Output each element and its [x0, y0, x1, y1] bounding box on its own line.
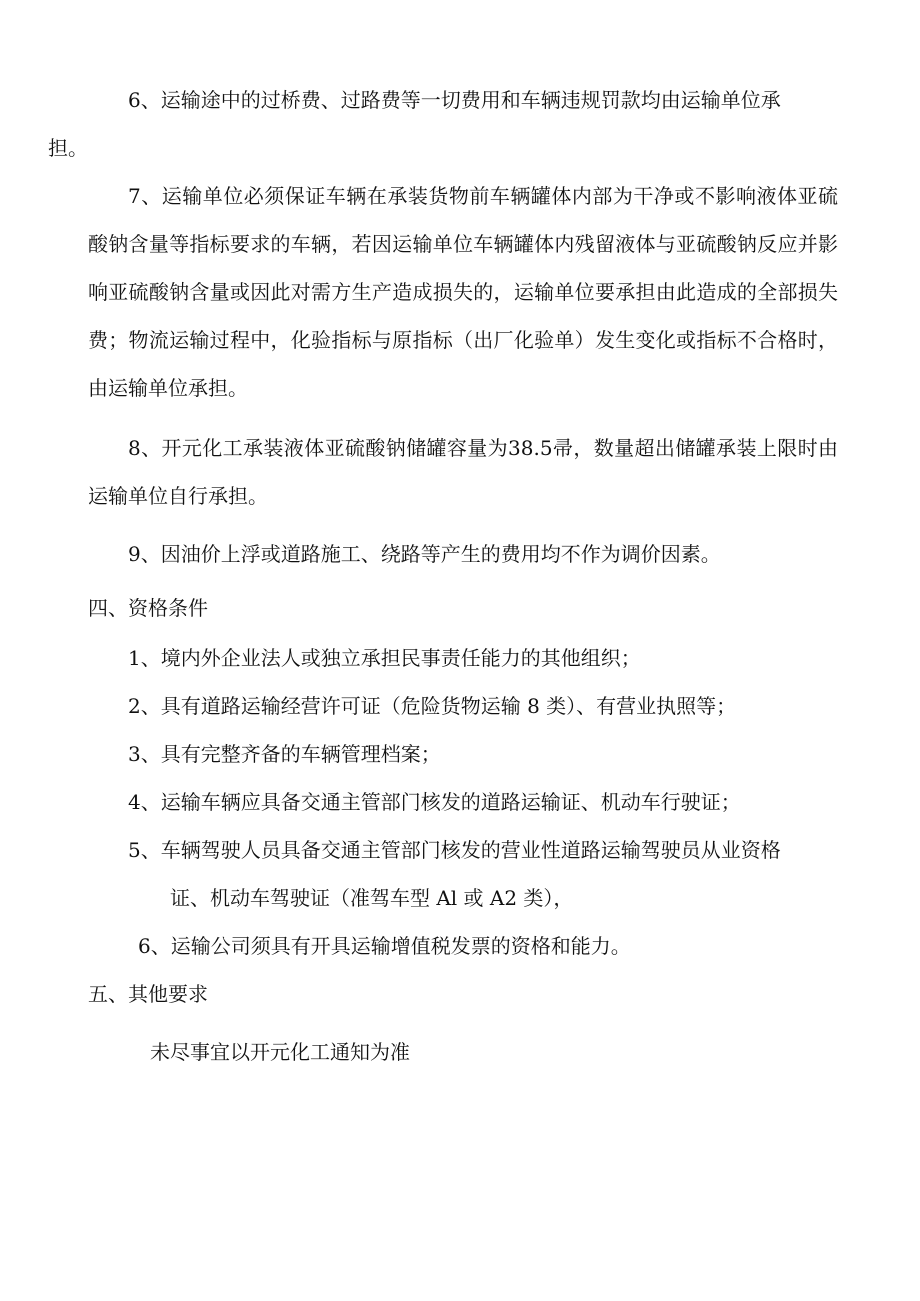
- clause-7: 7、运输单位必须保证车辆在承装货物前车辆罐体内部为干净或不影响液体亚硫酸钠含量等指标要求的车辆，若因运输单位车辆罐体内残留液体与亚硫酸钠反应并影响亚硫酸钠含量或因此对需方生产造成损失的，运输单位要承担由此造成的全部损失费；物流运输过程中，化验指标与原指标（出厂化验单）发生变化或指标不合格时，由运输单位承担。: [88, 184, 838, 400]
- clause-8: 8、开元化工承装液体亚硫酸钠储罐容量为38.5帚，数量超出储罐承装上限时由运输单位自行承担。: [88, 436, 838, 508]
- qualification-item-3: 3、具有完整齐备的车辆管理档案；: [128, 742, 441, 766]
- qualification-item-5-line2: 证、机动车驾驶证（准驾车型 Al 或 A2 类），: [170, 886, 574, 910]
- section-four-heading: 四、资格条件: [88, 596, 208, 620]
- other-requirements-text: 未尽事宜以开元化工通知为准: [150, 1040, 410, 1064]
- clause-6-line2: 担。: [48, 136, 88, 160]
- clause-6: [48, 76, 838, 172]
- section-five-heading: 五、其他要求: [88, 982, 208, 1006]
- clause-9: 9、因油价上浮或道路施工、绕路等产生的费用均不作为调价因素。: [128, 542, 721, 566]
- qualification-item-5-line1: 5、车辆驾驶人员具备交通主管部门核发的营业性道路运输驾驶员从业资格: [128, 838, 781, 862]
- qualification-item-6: 6、运输公司须具有开具运输增值税发票的资格和能力。: [138, 934, 631, 958]
- qualification-item-5: [128, 826, 838, 922]
- qualification-item-2: 2、具有道路运输经营许可证（危险货物运输 8 类）、有营业执照等；: [128, 694, 737, 718]
- qualification-item-4: 4、运输车辆应具备交通主管部门核发的道路运输证、机动车行驶证；: [128, 790, 741, 814]
- clause-6-line1: 6、运输途中的过桥费、过路费等一切费用和车辆违规罚款均由运输单位承: [128, 88, 781, 112]
- qualification-item-1: 1、境内外企业法人或独立承担民事责任能力的其他组织；: [128, 646, 641, 670]
